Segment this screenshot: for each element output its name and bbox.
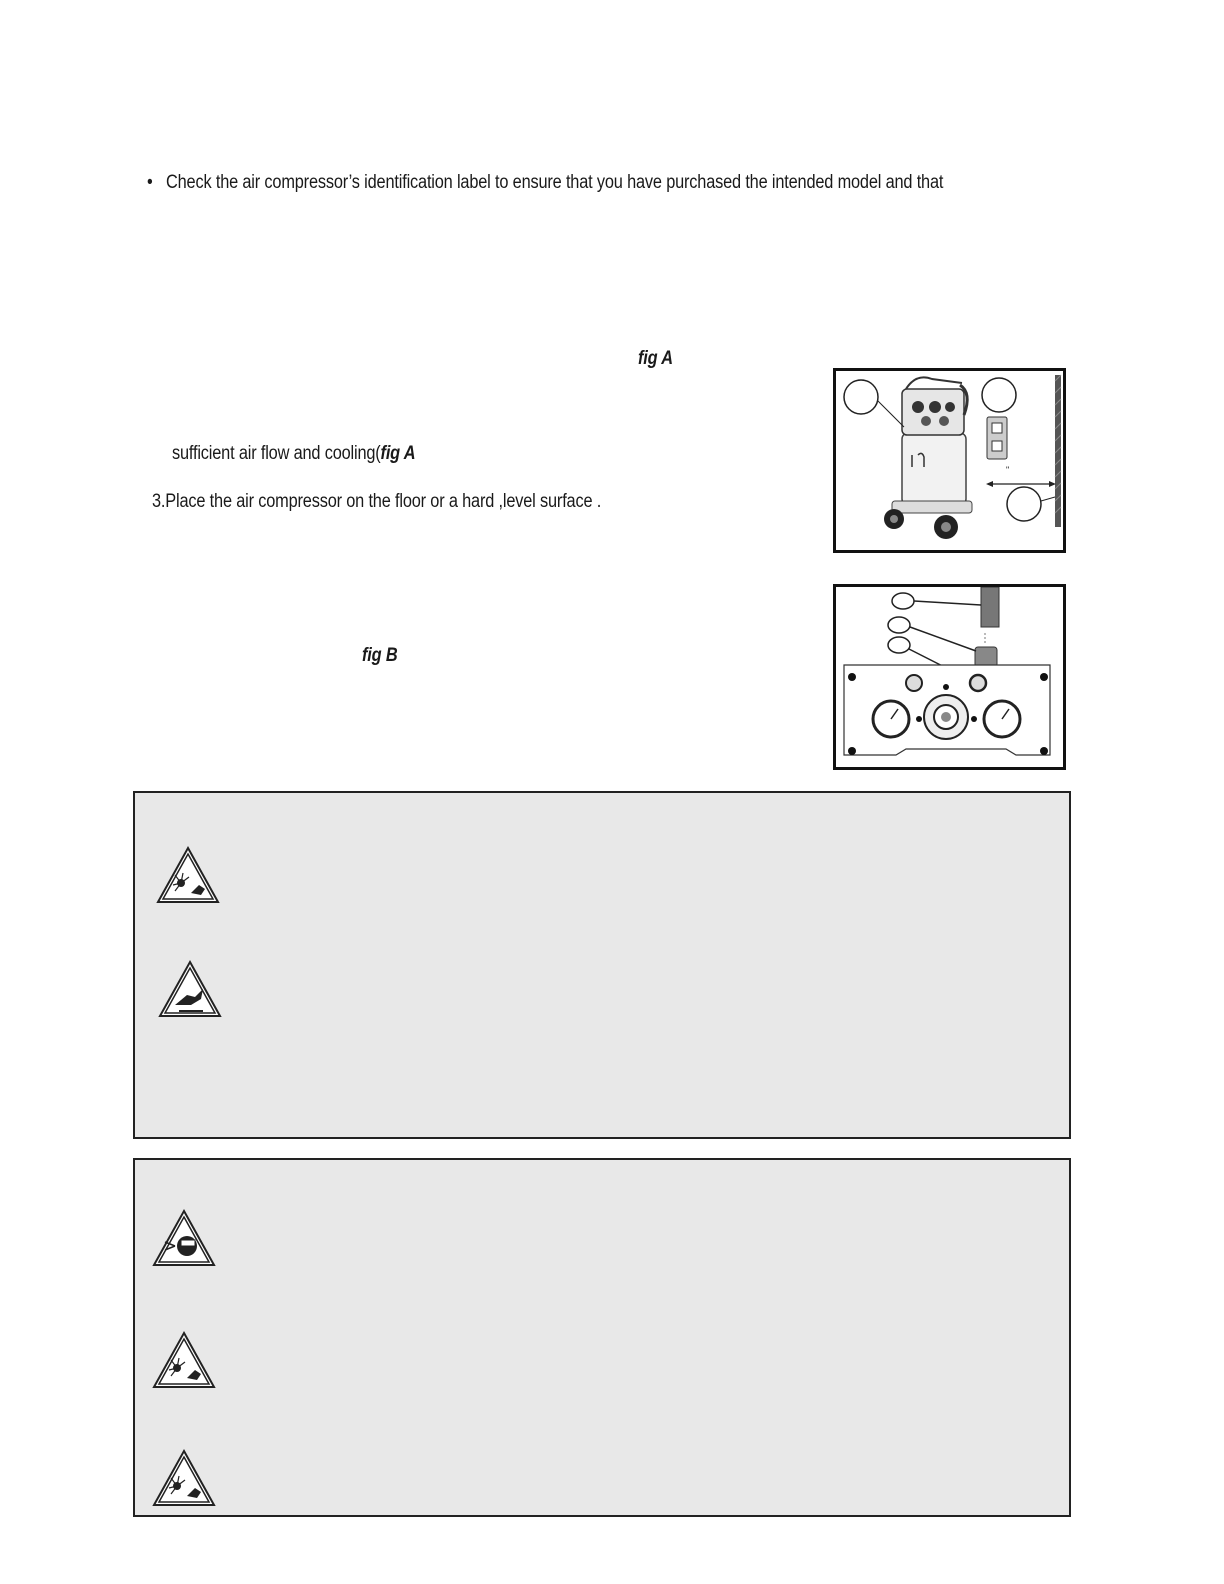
- compressor-placement-illustration: [836, 371, 1063, 550]
- explosion-warning-icon: [151, 1448, 217, 1508]
- distance-mark: ": [1006, 465, 1010, 475]
- airflow-fig-reference: fig A: [380, 443, 416, 464]
- step-3-instruction: 3.Place the air compressor on the floor or a hard ,level surface .: [152, 491, 602, 512]
- warning-panel-2: [133, 1158, 1071, 1517]
- explosion-warning-icon: [155, 845, 221, 905]
- explosion-warning-icon: [151, 1330, 217, 1390]
- airflow-text: sufficient air flow and cooling(: [172, 443, 381, 464]
- warning-panel-1: [133, 791, 1071, 1139]
- bullet-marker: •: [147, 172, 153, 193]
- eye-protection-warning-icon: [151, 1208, 217, 1268]
- hot-surface-warning-icon: [157, 959, 223, 1019]
- regulator-panel-illustration: [836, 587, 1063, 767]
- fig-b-reference: fig B: [362, 645, 398, 666]
- check-label-instruction: Check the air compressor’s identification label to ensure that you have purchased the intended model and that: [166, 172, 944, 193]
- fig-a-reference: fig A: [638, 348, 673, 369]
- figure-b: [833, 584, 1066, 770]
- airflow-instruction: [172, 443, 415, 465]
- figure-a: [833, 368, 1066, 553]
